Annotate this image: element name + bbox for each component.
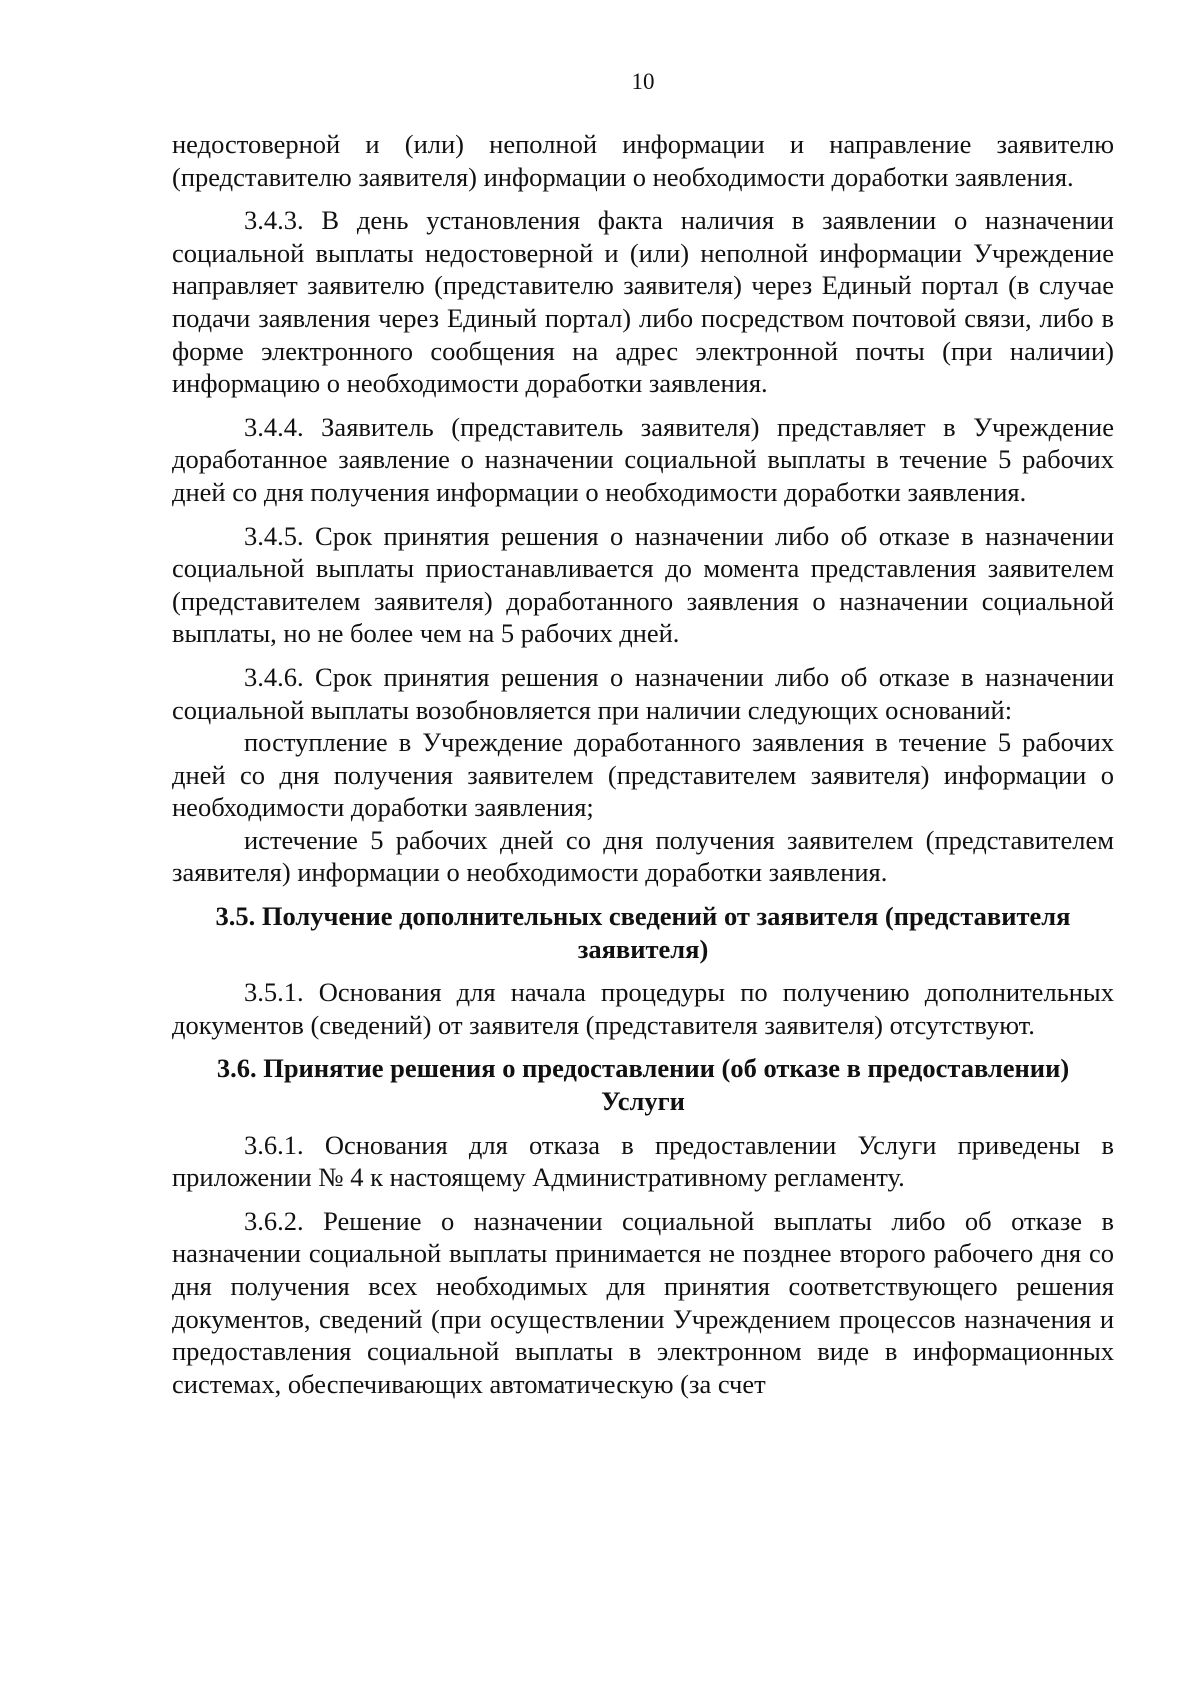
section-heading-3-5: 3.5. Получение дополнительных сведений от заявителя (представителя заявителя)	[215, 901, 1071, 964]
paragraph-3-4-3: 3.4.3. В день установления факта наличия в заявлении о назначении социальной выплаты недостоверной и (или) неполной информации Учреждение направляет заявителю (представителю заявителя) через Единый портал (в случае подачи заявления через Единый портал) либо посредством почтовой связи, либо в форме электронного сообщения на адрес электронной почты (при наличии) информацию о необходимости доработки заявления.	[172, 205, 1114, 399]
document-body	[172, 128, 1114, 1400]
paragraph-continuation: недостоверной и (или) неполной информации и направление заявителю (представителю заявителя) информации о необходимости доработки заявления.	[172, 129, 1114, 192]
page-number: 10	[631, 69, 655, 94]
paragraph-3-5-1: 3.5.1. Основания для начала процедуры по получению дополнительных документов (сведений) от заявителя (представителя заявителя) отсутствуют.	[172, 977, 1114, 1040]
section-heading-3-6: 3.6. Принятие решения о предоставлении (об отказе в предоставлении) Услуги	[216, 1053, 1070, 1117]
paragraph-3-4-6: 3.4.6. Срок принятия решения о назначении либо об отказе в назначении социальной выплаты возобновляется при наличии следующих оснований:	[172, 661, 1114, 725]
list-item-expiry: истечение 5 рабочих дней со дня получения заявителем (представителем заявителя) информации о необходимости доработки заявления.	[172, 824, 1114, 888]
paragraph-3-4-4: 3.4.4. Заявитель (представитель заявителя) представляет в Учреждение доработанное заявление о назначении социальной выплаты в течение 5 рабочих дней со дня получения информации о необходимости доработки заявления.	[172, 411, 1114, 507]
paragraph-3-6-1: 3.6.1. Основания для отказа в предоставлении Услуги приведены в приложении № 4 к настоящему Административному регламенту.	[172, 1129, 1114, 1193]
paragraph-3-4-5: 3.4.5. Срок принятия решения о назначении либо об отказе в назначении социальной выплаты приостанавливается до момента представления заявителем (представителем заявителя) доработанного заявления о назначении социальной выплаты, но не более чем на 5 рабочих дней.	[172, 520, 1114, 649]
list-item-resubmission: поступление в Учреждение доработанного заявления в течение 5 рабочих дней со дня получения заявителем (представителем заявителя) информации о необходимости доработки заявления;	[172, 727, 1114, 823]
paragraph-3-6-2: 3.6.2. Решение о назначении социальной выплаты либо об отказе в назначении социальной выплаты принимается не позднее второго рабочего дня со дня получения всех необходимых для принятия соответствующего решения документов, сведений (при осуществлении Учреждением процессов назначения и предоставления социальной выплаты в электронном виде в информационных системах, обеспечивающих автоматическую (за счет	[172, 1205, 1114, 1399]
